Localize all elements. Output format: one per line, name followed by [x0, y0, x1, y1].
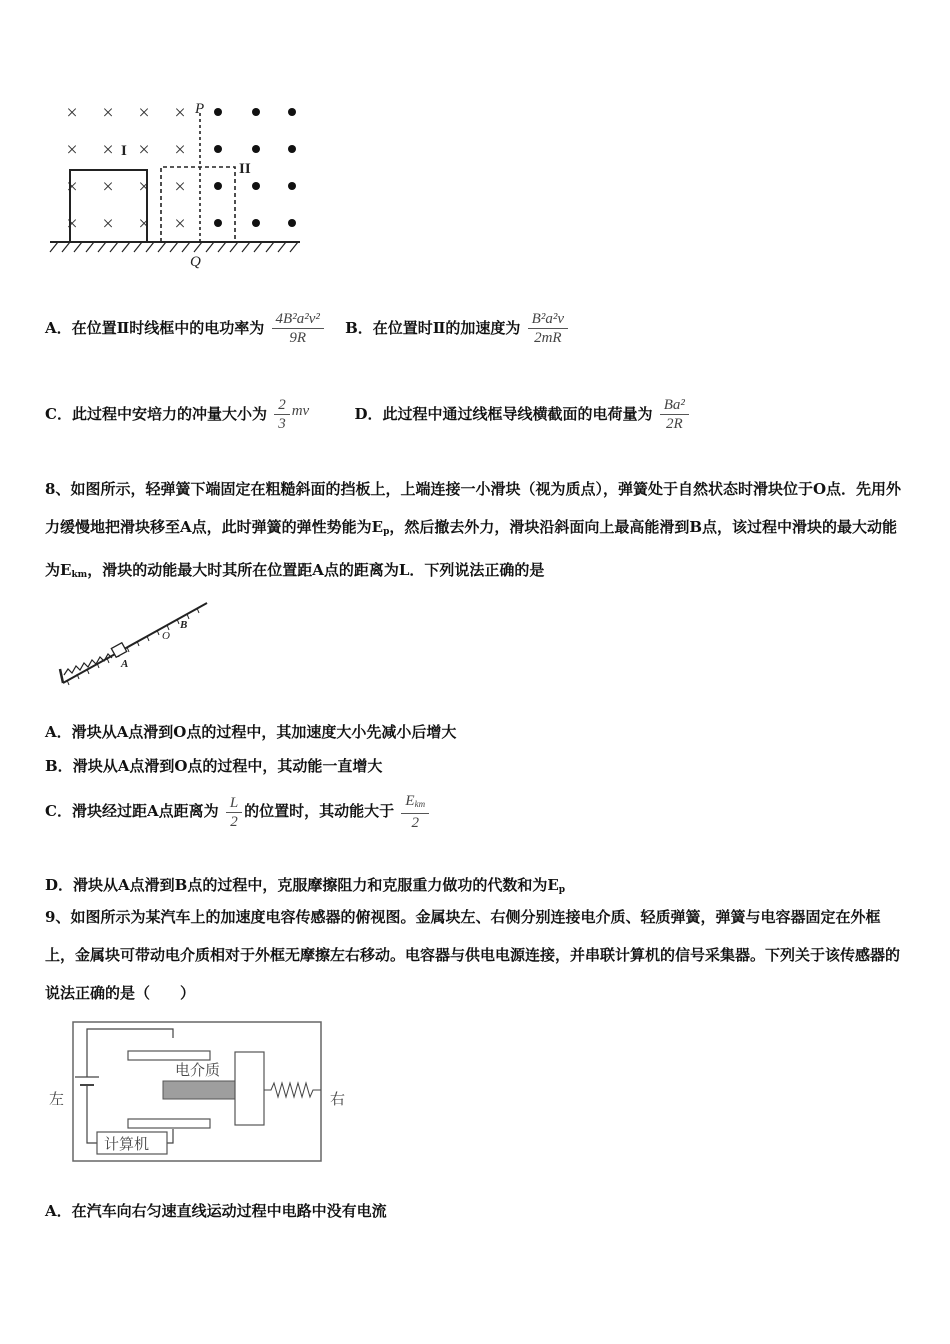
dielectric [163, 1081, 235, 1099]
option-text: 滑块经过距A点距离为 [71, 802, 219, 820]
cross-mark: × [138, 213, 150, 235]
dot-mark [252, 219, 260, 227]
q7-options-cd [45, 396, 691, 433]
label-dielectric: 电介质 [175, 1063, 221, 1079]
option-text: 在位置Ⅱ时线框中的电功率为 [71, 318, 265, 337]
option-label: B． [345, 318, 373, 337]
numerator-symbol: E [405, 793, 415, 809]
option-label: D． [45, 876, 74, 894]
cross-mark: × [66, 139, 78, 161]
dot-mark [252, 145, 260, 153]
fraction-denominator: 2 [226, 812, 242, 831]
label-left: 左 [49, 1092, 65, 1108]
dot-mark [288, 145, 296, 153]
option-text: 在汽车向右匀速直线运动过程中电路中没有电流 [71, 1202, 387, 1220]
label-right: 右 [330, 1092, 346, 1108]
cross-mark: × [102, 176, 114, 198]
option-label: C． [45, 404, 72, 423]
q7-option-a [45, 311, 331, 346]
dot-mark [288, 219, 296, 227]
fraction-numerator: 4B²a²v² [275, 311, 320, 327]
cross-mark: × [138, 139, 150, 161]
fraction-denominator: 2 [401, 813, 429, 832]
figure-capacitor-sensor [45, 1015, 365, 1170]
q8-option-d [45, 874, 565, 895]
cross-mark: × [66, 176, 78, 198]
dot-mark [288, 182, 296, 190]
fraction [274, 396, 290, 433]
dot-mark [214, 108, 222, 116]
option-text: 滑块从A点滑到O点的过程中，其动能一直增大 [72, 757, 383, 775]
cross-mark: × [174, 213, 186, 235]
fraction-denominator: 3 [274, 414, 290, 433]
fraction-numerator [401, 792, 429, 813]
option-text: 此过程中通过线框导线横截面的电荷量为 [382, 404, 653, 423]
fraction [226, 794, 242, 831]
q8-option-a [45, 721, 456, 742]
figure-incline-spring [55, 595, 220, 695]
fraction-numerator: L [229, 794, 239, 811]
spring [264, 1083, 321, 1097]
wire-bottom [167, 1129, 173, 1143]
dot-mark [288, 108, 296, 116]
option-label: A． [45, 1202, 72, 1220]
fraction-denominator: 2R [660, 414, 689, 433]
option-text: 的位置时，其动能大于 [244, 802, 395, 820]
option-label: C． [45, 802, 72, 820]
option-text: 此过程中安培力的冲量大小为 [71, 404, 267, 423]
cross-mark: × [102, 213, 114, 235]
subscript: p [558, 885, 566, 895]
question-number: 8、 [45, 480, 71, 498]
cross-mark: × [102, 102, 114, 124]
incline-surface [63, 603, 207, 683]
q9-option-a [45, 1200, 387, 1221]
dot-mark [214, 182, 222, 190]
stem-text: 如图所示，轻弹簧下端固定在粗糙斜面的挡板上，上端连接一小滑块（视为质点），弹簧处于自然状态时滑块位于O点．先用外力缓慢地把滑块移至A点，此时弹簧的弹性势能为E [45, 480, 902, 536]
q7-option-b [345, 311, 570, 346]
cross-mark: × [174, 102, 186, 124]
label-a: A [121, 658, 129, 670]
subscript: p [383, 527, 390, 537]
option-text: 滑块从A点滑到B点的过程中，克服摩擦阻力和克服重力做功的代数和为E [73, 876, 559, 894]
fraction [528, 310, 568, 347]
frame-position-2 [161, 167, 235, 242]
fraction-denominator: 2mR [528, 328, 568, 347]
q9-stem [45, 898, 910, 1012]
q7-option-d [354, 397, 690, 432]
q7-option-c [45, 397, 314, 432]
cross-mark: × [66, 102, 78, 124]
q7-options-ab [45, 310, 570, 347]
stem-text: ，然后撤去外力，滑块沿斜面向上最高能滑到B点，该过程中滑块的最大动能为E [45, 518, 898, 579]
option-label: A． [45, 318, 72, 337]
dot-mark [252, 108, 260, 116]
cross-mark: × [138, 102, 150, 124]
capacitor-plate-top [128, 1051, 210, 1060]
cross-mark: × [66, 213, 78, 235]
label-o: O [162, 630, 170, 642]
fraction-numerator: 2 [278, 397, 286, 413]
stopper-plate [60, 669, 63, 683]
dot-mark [214, 145, 222, 153]
label-region-2: II [239, 161, 251, 177]
option-label: D． [354, 404, 383, 423]
option-label: B． [45, 757, 73, 775]
fraction [272, 310, 324, 347]
label-computer: 计算机 [104, 1137, 150, 1153]
subscript: km [71, 570, 88, 580]
q8-option-b [45, 755, 382, 776]
option-label: A． [45, 723, 72, 741]
fraction [401, 792, 429, 832]
cross-mark: × [138, 176, 150, 198]
option-text: 滑块从A点滑到O点的过程中，其加速度大小先减小后增大 [71, 723, 457, 741]
dot-mark [214, 219, 222, 227]
wire-left [87, 1085, 97, 1143]
label-p: P [195, 101, 205, 117]
figure-magnetic-field [45, 95, 315, 280]
option-text: 在位置时Ⅱ的加速度为 [372, 318, 521, 337]
q8-stem [45, 470, 910, 594]
cross-mark: × [102, 139, 114, 161]
cross-field-markers [66, 102, 185, 235]
fraction-denominator: 9R [272, 328, 324, 347]
fraction [660, 396, 689, 433]
dot-mark [252, 182, 260, 190]
cross-mark: × [174, 139, 186, 161]
fraction-tail: mv [291, 402, 310, 419]
stem-text: 如图所示为某汽车上的加速度电容传感器的俯视图。金属块左、右侧分别连接电介质、轻质弹簧，弹簧与电容器固定在外框上，金属块可带动电介质相对于外框无摩擦左右移动。电容器与供电电源连接，并串联计算机的信号采集器。下列关于该传感器的说法正确的是（ ） [45, 908, 901, 1002]
fraction-numerator: B²a²v [531, 311, 564, 327]
label-q: Q [190, 254, 201, 270]
label-b: B [180, 619, 188, 631]
fraction-numerator: Ba² [663, 397, 685, 413]
q8-option-c [45, 792, 431, 832]
subscript: km [414, 799, 426, 809]
label-region-1: I [121, 143, 127, 159]
question-number: 9、 [45, 908, 71, 926]
ground-hatch [50, 242, 298, 252]
metal-block [235, 1052, 264, 1125]
capacitor-plate-bottom [128, 1119, 210, 1128]
stem-text: ，滑块的动能最大时其所在位置距A点的距离为L．下列说法正确的是 [87, 561, 545, 579]
cross-mark: × [174, 176, 186, 198]
